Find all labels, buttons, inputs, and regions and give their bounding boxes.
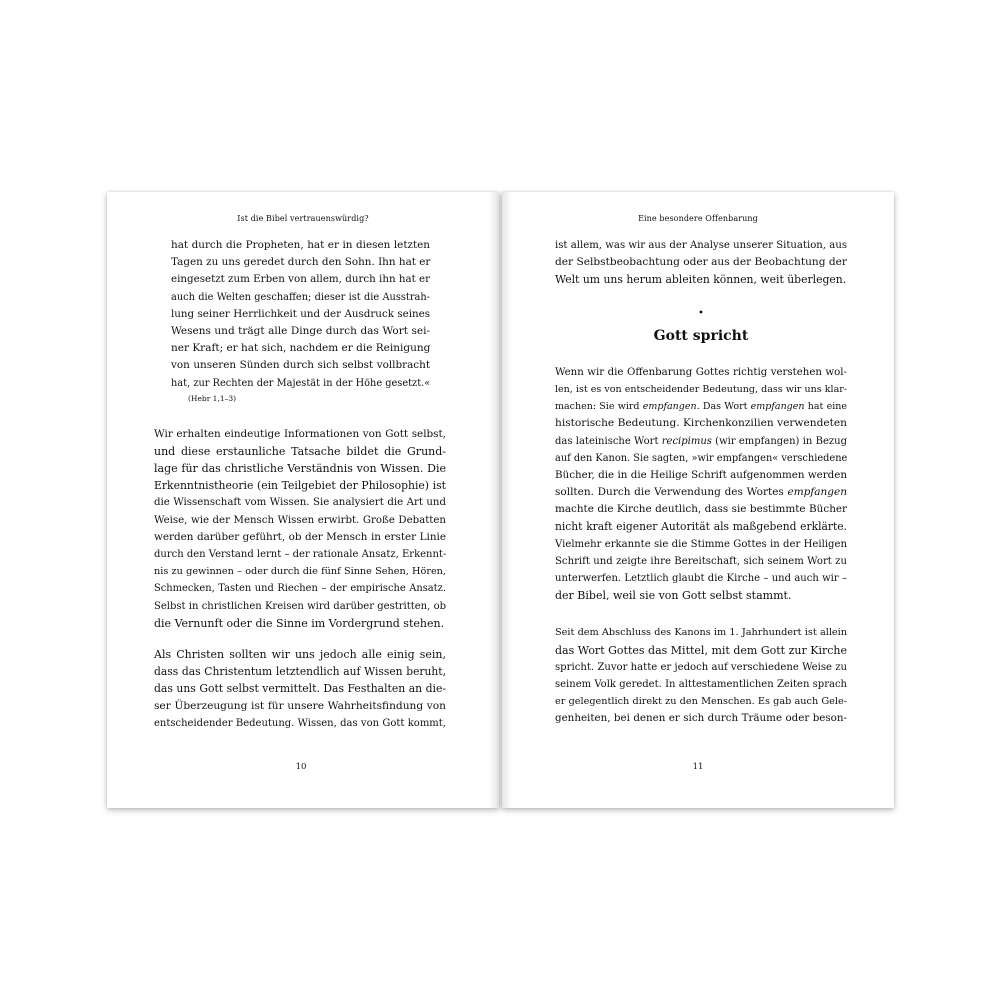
text-line: nis zu gewinnen – oder durch die fünf Sinne Sehen, Hören, bbox=[154, 566, 446, 578]
text-line: der Selbstbeobachtung oder aus der Beobachtung der bbox=[555, 256, 847, 269]
paragraph bbox=[555, 624, 847, 727]
text-line: unterwerfen. Letztlich glaubt die Kirche – und auch wir – bbox=[555, 573, 847, 584]
text-run: hat eine bbox=[804, 401, 847, 413]
paragraph bbox=[154, 426, 446, 632]
text-line: Seit dem Abschluss des Kanons im 1. Jahrhundert ist allein bbox=[555, 627, 847, 639]
text-run: das lateinische Wort bbox=[555, 435, 662, 447]
quote-line: hat, zur Rechten der Majestät in der Höhe gesetzt.« bbox=[171, 377, 431, 389]
section-separator: • bbox=[698, 307, 704, 319]
text-line: Welt um uns herum ableiten können, weit überlegen. bbox=[555, 273, 847, 287]
text-line bbox=[555, 398, 847, 415]
text-line: len, ist es von entscheidender Bedeutung, dass wir uns klar- bbox=[555, 383, 847, 395]
italic-term: empfangen bbox=[787, 486, 847, 499]
text-line: spricht. Zuvor hatte er jedoch auf verschiedene Weise zu bbox=[555, 661, 848, 673]
text-line: die Wissenschaft vom Wissen. Sie analysiert die Art und bbox=[154, 497, 446, 509]
text-line: Wenn wir die Offenbarung Gottes richtig verstehen wol- bbox=[555, 366, 847, 378]
text-line: durch den Verstand lernt – der rationale Ansatz, Erkennt- bbox=[154, 549, 447, 560]
text-run: machen: Sie wird bbox=[555, 401, 643, 413]
text-line: seinem Volk geredet. In alttestamentlichen Zeiten sprach bbox=[555, 678, 847, 690]
text-line: Vielmehr erkannte sie die Stimme Gottes in der Heiligen bbox=[555, 538, 847, 550]
text-line: Selbst in christlichen Kreisen wird darüber gestritten, ob bbox=[154, 600, 446, 612]
text-line: das uns Gott selbst vermittelt. Das Festhalten an die- bbox=[154, 682, 446, 696]
quote-line: ner Kraft; er hat sich, nachdem er die Reinigung bbox=[171, 342, 431, 355]
italic-term: recipimus bbox=[661, 435, 712, 447]
quote-line: hat durch die Propheten, hat er in diesen letzten bbox=[171, 239, 430, 251]
right-page bbox=[502, 192, 894, 808]
running-header-right: Eine besondere Offenbarung bbox=[638, 214, 758, 223]
page-number-left: 10 bbox=[295, 762, 307, 772]
text-line: Erkenntnistheorie (ein Teilgebiet der Philosophie) ist bbox=[154, 479, 446, 493]
quote-line: Wesens und trägt alle Dinge durch das Wort sei- bbox=[171, 324, 430, 337]
text-line: genheiten, bei denen er sich durch Träume oder beson- bbox=[555, 712, 847, 725]
quote-line: auch die Welten geschaffen; dieser ist die Ausstrah- bbox=[171, 291, 430, 303]
quote-line: lung seiner Herrlichkeit und der Ausdruck seines bbox=[171, 307, 430, 320]
section-heading: Gott spricht bbox=[653, 327, 749, 344]
italic-term: empfangen bbox=[642, 401, 697, 413]
paragraph bbox=[154, 646, 446, 732]
text-run: (wir empfangen) in Bezug bbox=[711, 435, 847, 447]
text-line: auf den Kanon. Sie sagten, »wir empfangen« verschiedene bbox=[555, 452, 848, 464]
text-run: . Das Wort bbox=[696, 401, 751, 413]
text-line: historische Bedeutung. Kirchenkonzilien verwendeten bbox=[555, 417, 847, 430]
running-header-left: Ist die Bibel vertrauenswürdig? bbox=[237, 214, 369, 223]
text-line: ser Überzeugung ist für unsere Wahrheitsfindung von bbox=[154, 699, 446, 712]
text-line: Schmecken, Tasten und Riechen – der empirische Ansatz. bbox=[154, 583, 446, 595]
text-line bbox=[555, 433, 847, 450]
quote-line: Tagen zu uns geredet durch den Sohn. Ihn hat er bbox=[171, 256, 431, 269]
text-line: ist allem, was wir aus der Analyse unserer Situation, aus bbox=[555, 240, 847, 251]
left-page-body bbox=[154, 237, 446, 732]
text-run: sollten. Durch die Verwendung des Wortes bbox=[555, 486, 788, 499]
right-page-body bbox=[555, 237, 847, 728]
text-line: lage für das christliche Verständnis von Wissen. Die bbox=[154, 462, 446, 476]
italic-term: empfangen bbox=[750, 401, 805, 413]
paragraph bbox=[555, 237, 847, 289]
text-line: entscheidender Bedeutung. Wissen, das von Gott kommt, bbox=[154, 717, 446, 729]
page-number-right: 11 bbox=[692, 762, 704, 772]
text-line bbox=[555, 484, 847, 501]
text-line: die Vernunft oder die Sinne im Vordergrund stehen. bbox=[154, 616, 445, 630]
text-line: machte die Kirche deutlich, dass sie bestimmte Bücher bbox=[555, 503, 847, 516]
quote-source: (Hebr 1,1–3) bbox=[188, 393, 237, 403]
text-line: und diese erstaunliche Tatsache bildet die Grund- bbox=[154, 444, 446, 458]
text-line: Schrift und zeigte ihre Bereitschaft, sich seinem Wort zu bbox=[555, 555, 847, 567]
text-line: werden darüber geführt, ob der Mensch in erster Linie bbox=[154, 530, 446, 543]
text-line: nicht kraft eigener Autorität als maßgebend erklärte. bbox=[555, 520, 847, 534]
paragraph bbox=[555, 364, 847, 605]
text-line: Wir erhalten eindeutige Informationen von Gott selbst, bbox=[154, 427, 446, 440]
left-page bbox=[107, 192, 499, 808]
bible-quote bbox=[154, 237, 446, 406]
text-line: dass das Christentum letztendlich auf Wissen beruht, bbox=[154, 665, 446, 679]
text-line: das Wort Gottes das Mittel, mit dem Gott zur Kirche bbox=[555, 643, 847, 657]
text-line: der Bibel, weil sie von Gott selbst stammt. bbox=[555, 589, 792, 603]
text-line: Bücher, die in die Heilige Schrift aufgenommen werden bbox=[555, 468, 847, 481]
quote-line: eingesetzt zum Erben von allem, durch ihn hat er bbox=[171, 273, 431, 286]
text-line: er gelegentlich direkt zu den Menschen. Es gab auch Gele- bbox=[555, 696, 847, 708]
text-line: Weise, wie der Mensch Wissen erwirbt. Große Debatten bbox=[154, 514, 446, 526]
quote-line: von unseren Sünden durch sich selbst vollbracht bbox=[171, 359, 430, 372]
text-line: Als Christen sollten wir uns jedoch alle einig sein, bbox=[154, 647, 446, 661]
